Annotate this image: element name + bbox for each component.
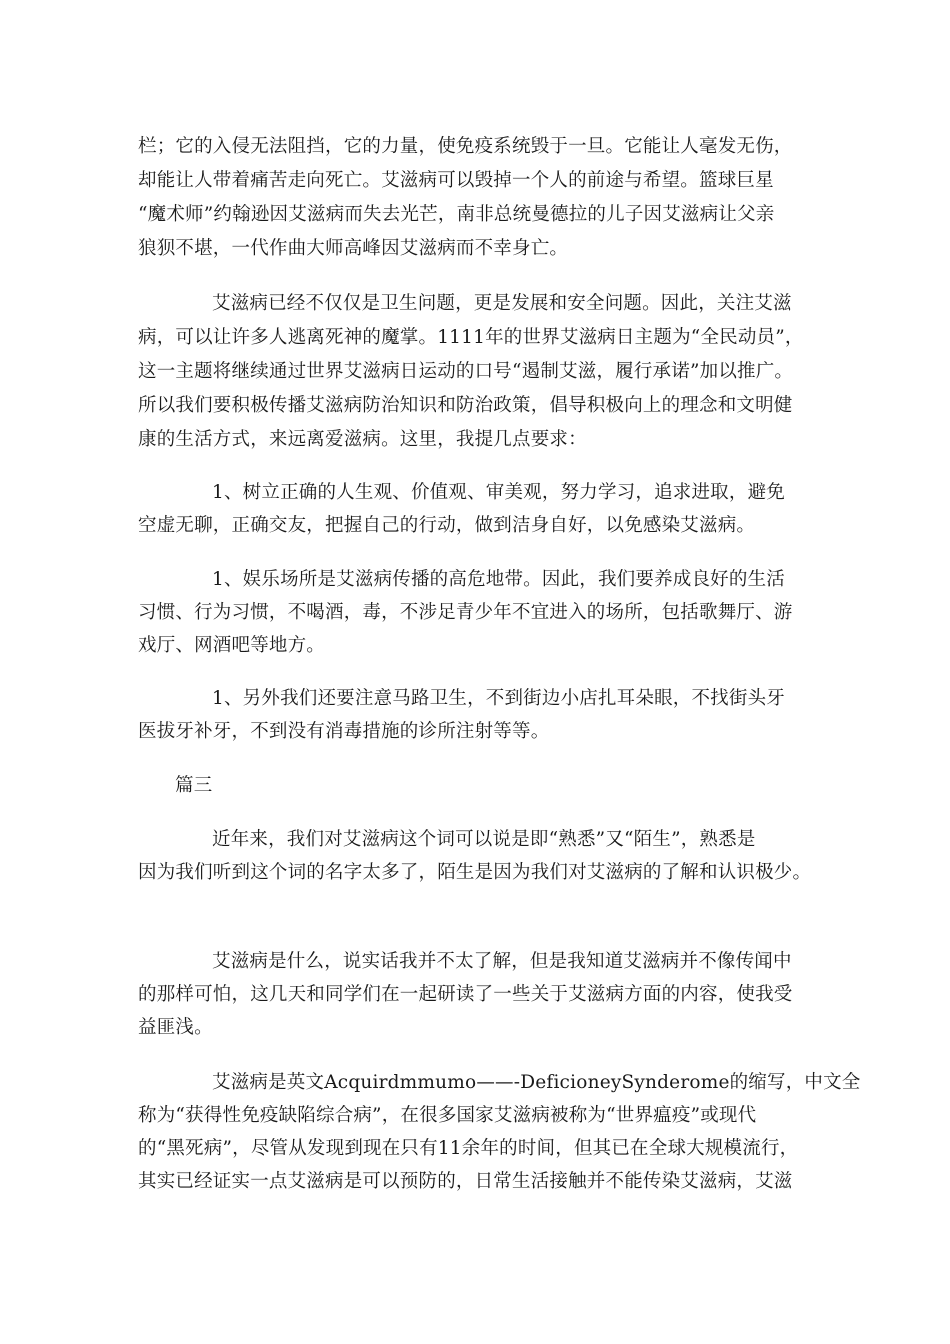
text-line: 的那样可怕，这几天和同学们在一起研读了一些关于艾滋病方面的内容，使我受 bbox=[138, 984, 793, 1005]
text-line: 康的生活方式，来远离爱滋病。这里，我提几点要求： bbox=[138, 429, 587, 450]
text-line: “魔术师”约翰逊因艾滋病而失去光芒，南非总统曼德拉的儿子因艾滋病让父亲 bbox=[138, 204, 775, 225]
text-line: 空虚无聊，正确交友，把握自己的行动，做到洁身自好，以免感染艾滋病。 bbox=[138, 515, 756, 536]
section-heading: 篇三 bbox=[175, 775, 213, 796]
text-line: 因为我们听到这个词的名字太多了，陌生是因为我们对艾滋病的了解和认识极少。 bbox=[138, 862, 812, 883]
text-line: 称为“获得性免疫缺陷综合病”，在很多国家艾滋病被称为“世界瘟疫”或现代 bbox=[138, 1105, 757, 1126]
text-line: 1、树立正确的人生观、价值观、审美观，努力学习，追求进取，避免 bbox=[212, 482, 785, 503]
text-line: 狼狈不堪，一代作曲大师高峰因艾滋病而不幸身亡。 bbox=[138, 238, 569, 259]
text-line: 艾滋病是英文Acquirdmmumo——-DeficioneySynderome的缩写，中文全 bbox=[212, 1072, 861, 1093]
text-line: 益匪浅。 bbox=[138, 1017, 213, 1038]
text-line: 病，可以让许多人逃离死神的魔掌。1111年的世界艾滋病日主题为“全民动员”， bbox=[138, 327, 804, 348]
text-line: 其实已经证实一点艾滋病是可以预防的，日常生活接触并不能传染艾滋病，艾滋 bbox=[138, 1171, 793, 1192]
text-line: 却能让人带着痛苦走向死亡。艾滋病可以毁掉一个人的前途与希望。篮球巨星 bbox=[138, 170, 774, 191]
text-line: 习惯、行为习惯，不喝酒，毒，不涉足青少年不宜进入的场所，包括歌舞厅、游 bbox=[138, 602, 793, 623]
text-line: 近年来，我们对艾滋病这个词可以说是即“熟悉”又“陌生”，熟悉是 bbox=[212, 829, 756, 850]
text-line: 的“黑死病”，尽管从发现到现在只有11余年的时间，但其已在全球大规模流行， bbox=[138, 1138, 799, 1159]
text-line: 所以我们要积极传播艾滋病防治知识和防治政策，倡导积极向上的理念和文明健 bbox=[138, 395, 793, 416]
text-line: 这一主题将继续通过世界艾滋病日运动的口号“遏制艾滋，履行承诺”加以推广。 bbox=[138, 361, 794, 382]
text-line: 1、娱乐场所是艾滋病传播的高危地带。因此，我们要养成良好的生活 bbox=[212, 569, 785, 590]
text-line: 艾滋病已经不仅仅是卫生问题，更是发展和安全问题。因此，关注艾滋 bbox=[212, 293, 792, 314]
text-line: 艾滋病是什么，说实话我并不太了解，但是我知道艾滋病并不像传闻中 bbox=[212, 951, 792, 972]
text-line: 医拔牙补牙，不到没有消毒措施的诊所注射等等。 bbox=[138, 721, 550, 742]
text-line: 1、另外我们还要注意马路卫生，不到街边小店扎耳朵眼，不找街头牙 bbox=[212, 688, 785, 709]
text-line: 栏；它的入侵无法阻挡，它的力量，使免疫系统毁于一旦。它能让人毫发无伤， bbox=[138, 136, 793, 157]
text-line: 戏厅、网酒吧等地方。 bbox=[138, 635, 326, 656]
